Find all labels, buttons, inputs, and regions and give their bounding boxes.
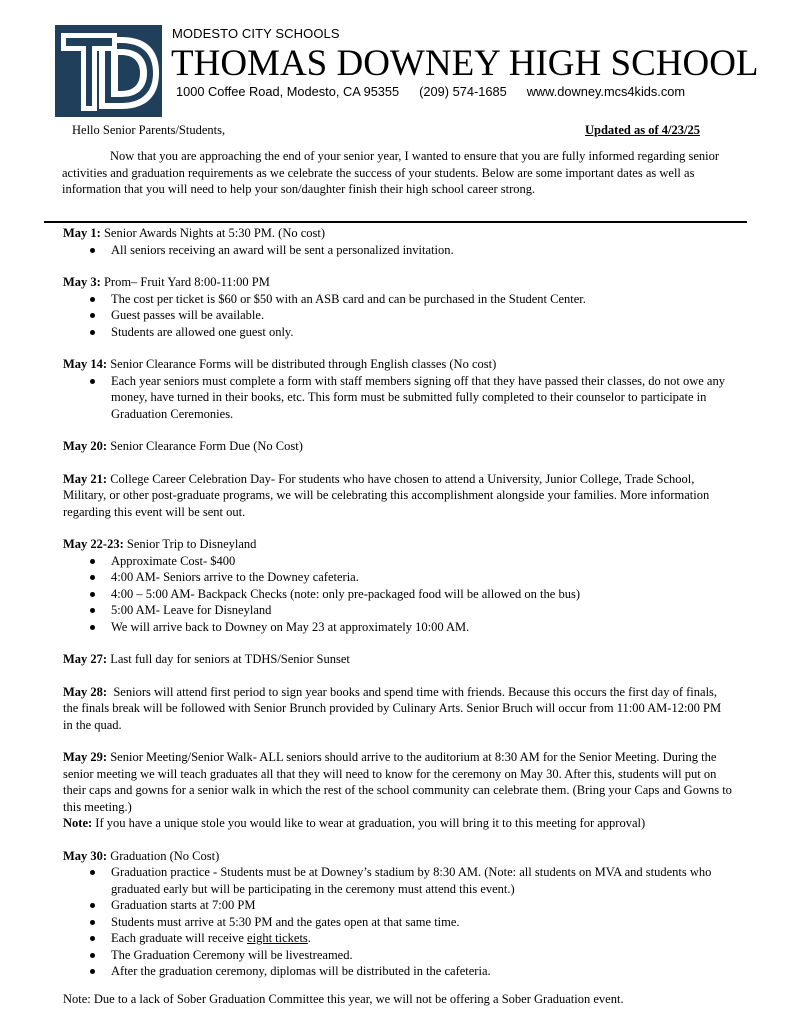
list-item: After the graduation ceremony, diplomas will be distributed in the cafeteria.: [111, 963, 733, 980]
school-contact: [176, 84, 685, 101]
list-item: Students are allowed one guest only.: [111, 324, 733, 341]
td-monogram-icon: [55, 25, 162, 117]
school-logo: [55, 25, 162, 117]
greeting: Hello Senior Parents/Students,: [72, 123, 226, 137]
school-address: 1000 Coffee Road, Modesto, CA 95355: [176, 84, 400, 99]
event-date: May 22-23:: [63, 537, 124, 551]
school-website[interactable]: www.downey.mcs4kids.com: [526, 84, 686, 99]
event-text: Last full day for seniors at TDHS/Senior Sunset: [107, 652, 350, 666]
event-may-3: [63, 274, 733, 340]
note-text: If you have a unique stole you would like to wear at graduation, you will bring it to this meeting for approval): [92, 816, 646, 830]
school-name: THOMAS DOWNEY HIGH SCHOOL: [171, 43, 759, 84]
list-item: Approximate Cost- $400: [111, 553, 733, 570]
event-text: College Career Celebration Day- For students who have chosen to attend a University, Junior College, Trade School, Military, or other post-graduate programs, we will be celebrating this accomplishment alongside your families. More information regarding this event will be sent out.: [63, 471, 710, 519]
event-bullets: [63, 553, 733, 636]
event-text: Senior Clearance Form Due (No Cost): [107, 439, 303, 453]
event-may-1: [63, 225, 733, 258]
updated-date: Updated as of 4/23/25: [585, 123, 700, 137]
district-name: MODESTO CITY SCHOOLS: [172, 26, 340, 41]
event-may-28: [63, 684, 733, 734]
ticket-suffix: .: [307, 931, 311, 945]
event-bullets: [63, 242, 733, 259]
event-date: May 28:: [63, 684, 108, 699]
event-date: May 30:: [63, 848, 108, 863]
divider: [44, 221, 747, 223]
intro-paragraph: Now that you are approaching the end of your senior year, I wanted to ensure that you are fully informed regarding senior activities and graduation requirements as we celebrate the success of your students. Below are some important dates as well as information that you will need to help your son/daughter finish their high school career strong.: [62, 149, 720, 197]
event-date: May 3:: [63, 275, 101, 289]
list-item: We will arrive back to Downey on May 23 at approximately 10:00 AM.: [111, 619, 733, 636]
event-text: Senior Meeting/Senior Walk- ALL seniors should arrive to the auditorium at 8:30 AM for the Senior Meeting. During the senior meeting we will teach graduates all that they will need to know for the ceremony on May 30. After this, students will put on their caps and gowns for a senior walk in which the rest of the school community can celebrate them. (Bring your Caps and Gowns to this meeting.): [63, 750, 732, 814]
event-text: Senior Clearance Forms will be distributed through English classes (No cost): [107, 357, 497, 371]
event-may-14: [63, 356, 733, 422]
event-may-29: [63, 749, 733, 832]
ticket-count: eight tickets: [247, 931, 308, 945]
event-may-22-23: [63, 536, 733, 635]
list-item: Guest passes will be available.: [111, 307, 733, 324]
event-date: May 29:: [63, 750, 108, 764]
list-item: Each year seniors must complete a form with staff members signing off that they have passed their classes, do not owe any money, have turned in their books, etc. This form must be submitted fully completed to their counselor to participate in Graduation Ceremonies.: [111, 373, 733, 423]
event-date: May 20:: [63, 439, 108, 453]
event-may-30: [63, 848, 733, 980]
list-item: Students must arrive at 5:30 PM and the gates open at that same time.: [111, 914, 733, 931]
event-text: Graduation (No Cost): [107, 848, 220, 863]
list-item: 4:00 AM- Seniors arrive to the Downey cafeteria.: [111, 569, 733, 586]
event-bullets: [63, 373, 733, 423]
note-label: Note:: [63, 816, 93, 830]
list-item: [111, 930, 733, 947]
final-note: Note: Due to a lack of Sober Graduation Committee this year, we will not be offering a Sober Graduation event.: [63, 992, 624, 1006]
event-date: May 1:: [63, 226, 101, 240]
event-text: Senior Trip to Disneyland: [123, 537, 257, 551]
school-phone: (209) 574-1685: [419, 84, 507, 99]
list-item: 5:00 AM- Leave for Disneyland: [111, 602, 733, 619]
event-text: Seniors will attend first period to sign year books and spend time with friends. Because this occurs the first day of finals, the finals break will be followed with Senior Brunch provided by Culinary Arts. Senior Bruch will occur from 11:00 AM-12:00 PM in the quad.: [63, 684, 725, 732]
event-bullets: [63, 864, 733, 980]
list-item: 4:00 – 5:00 AM- Backpack Checks (note: only pre-packaged food will be allowed on the bus): [111, 586, 733, 603]
event-may-21: [63, 471, 733, 521]
event-list: [63, 225, 733, 996]
list-item: Graduation starts at 7:00 PM: [111, 897, 733, 914]
event-text: Prom– Fruit Yard 8:00-11:00 PM: [100, 275, 270, 289]
list-item: The Graduation Ceremony will be livestreamed.: [111, 947, 733, 964]
event-bullets: [63, 291, 733, 341]
list-item: The cost per ticket is $60 or $50 with an ASB card and can be purchased in the Student Center.: [111, 291, 733, 308]
list-item: Graduation practice - Students must be at Downey’s stadium by 8:30 AM. (Note: all students on MVA and students who graduated early but will be participating in the ceremony must attend this event.): [111, 864, 733, 897]
event-may-20: [63, 438, 733, 455]
event-text: Senior Awards Nights at 5:30 PM. (No cost): [100, 226, 326, 240]
ticket-prefix: Each graduate will receive: [111, 931, 248, 945]
event-date: May 27:: [63, 652, 108, 666]
event-date: May 21:: [63, 471, 108, 486]
list-item: All seniors receiving an award will be sent a personalized invitation.: [111, 242, 733, 259]
event-date: May 14:: [63, 357, 108, 371]
event-may-27: [63, 651, 733, 668]
